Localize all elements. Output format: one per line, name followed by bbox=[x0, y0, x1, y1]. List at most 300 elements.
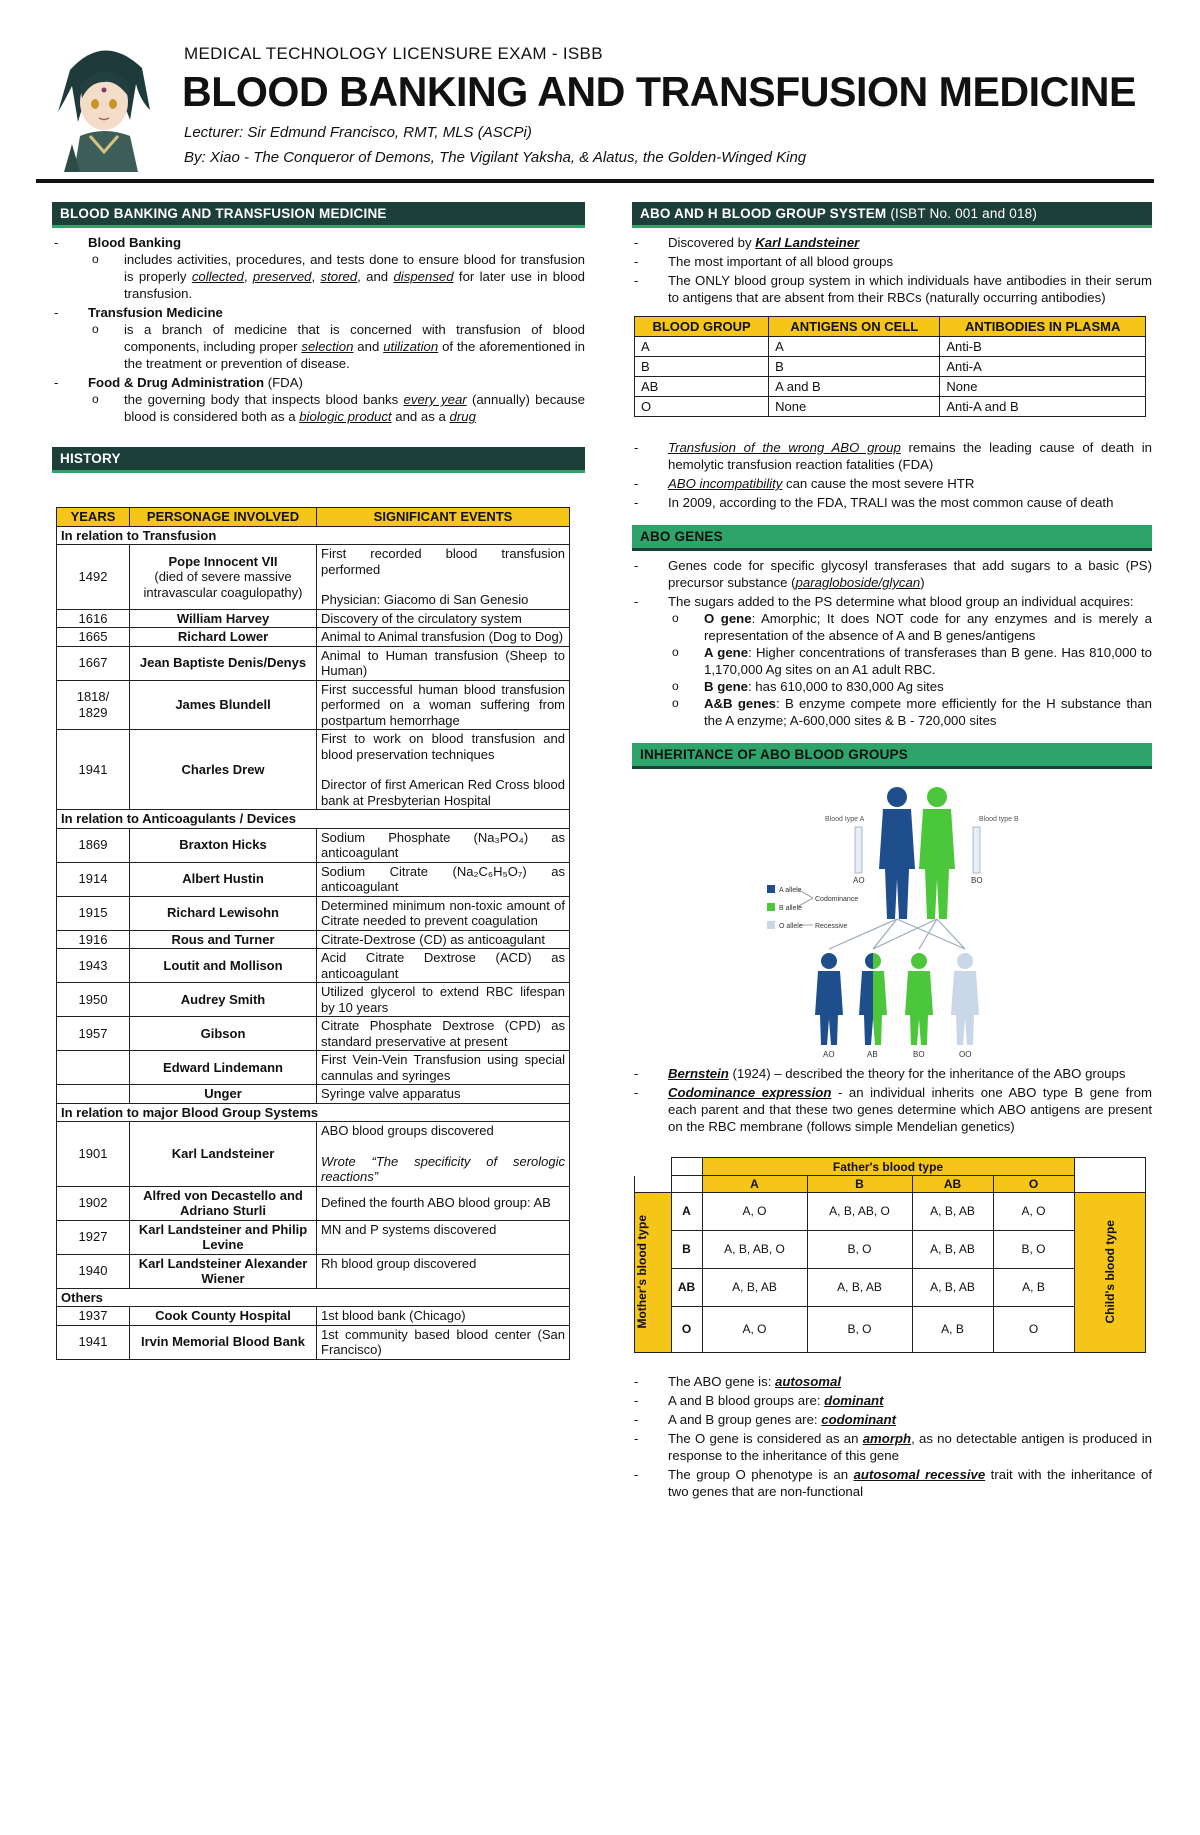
section-header-bbtm: BLOOD BANKING AND TRANSFUSION MEDICINE bbox=[52, 202, 585, 228]
year-cell: 1665 bbox=[57, 628, 130, 647]
year-cell: 1940 bbox=[57, 1254, 130, 1288]
event-text: Physician: Giacomo di San Genesio bbox=[321, 592, 529, 607]
list-item bbox=[52, 374, 585, 425]
term: A gene bbox=[704, 645, 749, 660]
event-cell: Citrate-Dextrose (CD) as anticoagulant bbox=[317, 930, 570, 949]
year-cell: 1869 bbox=[57, 828, 130, 862]
avatar bbox=[50, 40, 158, 172]
text: and bbox=[353, 339, 384, 354]
grid-cell: A, B bbox=[993, 1268, 1074, 1306]
chromosome-ao bbox=[855, 827, 862, 873]
text: and as a bbox=[391, 409, 450, 424]
table-row bbox=[57, 930, 570, 949]
text: : Higher concentrations of transferases than B gene. Has 810,000 to 1,170,000 Ag sites on an A1 adult RBC. bbox=[704, 645, 1152, 677]
list-item bbox=[52, 234, 585, 302]
term: O gene bbox=[704, 611, 752, 626]
col-header: O bbox=[993, 1176, 1074, 1193]
table-header-row bbox=[635, 317, 1146, 337]
row-header: A bbox=[671, 1192, 702, 1230]
legend-o-label: O allele bbox=[779, 923, 803, 930]
table-category-row bbox=[57, 1103, 570, 1122]
event-cell: Animal to Animal transfusion (Dog to Dog) bbox=[317, 628, 570, 647]
event-cell: Sodium Phosphate (Na₃PO₄) as anticoagulant bbox=[317, 828, 570, 862]
parent-figure-b bbox=[919, 787, 955, 919]
cell: A bbox=[635, 337, 769, 357]
parent-figure-a bbox=[879, 787, 915, 919]
cell: B bbox=[635, 357, 769, 377]
author-line: By: Xiao - The Conqueror of Demons, The Vigilant Yaksha, & Alatus, the Golden-Winged King bbox=[184, 149, 807, 166]
column-header: BLOOD GROUP bbox=[635, 317, 769, 337]
col-header: AB bbox=[912, 1176, 993, 1193]
event-cell: Citrate Phosphate Dextrose (CPD) as standard preservative at present bbox=[317, 1017, 570, 1051]
table-row bbox=[635, 1230, 1146, 1268]
year-cell: 1941 bbox=[57, 730, 130, 810]
list-item bbox=[632, 1466, 1152, 1500]
keyword: codominant bbox=[821, 1411, 896, 1427]
body bbox=[879, 809, 915, 919]
child-label-cell bbox=[1074, 1192, 1145, 1352]
text: A and B group genes are: bbox=[668, 1411, 822, 1427]
grid-cell: O bbox=[993, 1306, 1074, 1352]
grid-cell: A, O bbox=[702, 1306, 807, 1352]
grid-corner bbox=[671, 1158, 702, 1176]
child-label: Child's blood type bbox=[1102, 1220, 1117, 1324]
year-cell: 1902 bbox=[57, 1186, 130, 1220]
exam-subtitle: MEDICAL TECHNOLOGY LICENSURE EXAM - ISBB bbox=[184, 44, 603, 63]
page-title: BLOOD BANKING AND TRANSFUSION MEDICINE bbox=[182, 68, 1136, 115]
list-item bbox=[88, 321, 585, 372]
grid-cell: A, O bbox=[702, 1192, 807, 1230]
table-row bbox=[57, 1051, 570, 1085]
grid-cell: B, O bbox=[993, 1230, 1074, 1268]
legend-swatch-o bbox=[767, 921, 775, 929]
list-item bbox=[632, 439, 1152, 473]
table-row bbox=[57, 609, 570, 628]
child-figure-ab bbox=[859, 953, 887, 1059]
event-text: Director of first American Red Cross blood bank at Presbyterian Hospital bbox=[321, 777, 565, 808]
list-item bbox=[632, 1430, 1152, 1464]
event-cell: Sodium Citrate (Na₂C₆H₅O₇) as anticoagulant bbox=[317, 862, 570, 896]
table-row bbox=[57, 1085, 570, 1104]
event-text: First recorded blood transfusion performed bbox=[321, 546, 565, 577]
table-row bbox=[57, 1220, 570, 1254]
person-cell: James Blundell bbox=[130, 680, 317, 730]
term-blood-banking: Blood Banking bbox=[88, 235, 182, 250]
event-cell: Animal to Human transfusion (Sheep to Human) bbox=[317, 646, 570, 680]
keyword: Bernstein bbox=[668, 1066, 729, 1081]
table-row bbox=[57, 730, 570, 810]
year-cell: 1937 bbox=[57, 1307, 130, 1326]
text: includes activities, procedures, and tests done to ensure blood for transfusion is properly bbox=[124, 252, 585, 284]
list-item bbox=[88, 391, 585, 425]
cell: Anti-A bbox=[940, 357, 1146, 377]
section-header-history: HISTORY bbox=[52, 447, 585, 473]
list-item bbox=[632, 557, 1152, 591]
cell: B bbox=[769, 357, 940, 377]
year-cell: 1950 bbox=[57, 983, 130, 1017]
child-figure-b bbox=[905, 953, 933, 1059]
inheritance-list bbox=[632, 1065, 1152, 1135]
table-row bbox=[635, 1192, 1146, 1230]
text: Discovered by bbox=[668, 235, 756, 250]
person-cell: Gibson bbox=[130, 1017, 317, 1051]
list-item bbox=[632, 1411, 1152, 1428]
table-row bbox=[635, 1176, 1146, 1193]
text: for later use in blood transfusion. bbox=[124, 269, 586, 301]
year-cell: 1616 bbox=[57, 609, 130, 628]
person-cell: Richard Lewisohn bbox=[130, 896, 317, 930]
table-row bbox=[57, 1122, 570, 1187]
text: can cause the most severe HTR bbox=[782, 476, 975, 491]
cell: Anti-A and B bbox=[940, 397, 1146, 417]
grid-cell: B, O bbox=[807, 1306, 912, 1352]
grid-cell: A, B, AB bbox=[912, 1268, 993, 1306]
child-head bbox=[957, 953, 973, 969]
table-row bbox=[57, 983, 570, 1017]
abo-table bbox=[634, 316, 1146, 417]
event-cell: Acid Citrate Dextrose (ACD) as anticoagulant bbox=[317, 949, 570, 983]
keyword: preserved bbox=[252, 269, 312, 284]
header-divider bbox=[36, 179, 1154, 183]
list-item bbox=[632, 1392, 1152, 1409]
person-cell: Irvin Memorial Blood Bank bbox=[130, 1325, 317, 1359]
cell: O bbox=[635, 397, 769, 417]
year-cell bbox=[57, 1085, 130, 1104]
text: , and bbox=[357, 269, 394, 284]
row-header: B bbox=[671, 1230, 702, 1268]
inheritance-grid bbox=[634, 1157, 1146, 1353]
head bbox=[887, 787, 907, 807]
table-row bbox=[57, 862, 570, 896]
table-row bbox=[635, 337, 1146, 357]
grid-cell: A, B, AB bbox=[807, 1268, 912, 1306]
keyword: drug bbox=[449, 409, 476, 424]
body bbox=[919, 809, 955, 919]
section-header-abo-h bbox=[632, 202, 1152, 228]
fig-label-type-b: Blood type B bbox=[979, 816, 1019, 823]
table-row bbox=[57, 1254, 570, 1288]
person-cell: Jean Baptiste Denis/Denys bbox=[130, 646, 317, 680]
category-label: In relation to Anticoagulants / Devices bbox=[57, 810, 570, 829]
mother-label-cell bbox=[635, 1192, 672, 1352]
person-cell: Audrey Smith bbox=[130, 983, 317, 1017]
table-row bbox=[57, 628, 570, 647]
person-cell bbox=[130, 545, 317, 610]
list-item bbox=[632, 1084, 1152, 1135]
chromosome-bo bbox=[973, 827, 980, 873]
person-cell: Unger bbox=[130, 1085, 317, 1104]
person-cell: Rous and Turner bbox=[130, 930, 317, 949]
heading-note: (ISBT No. 001 and 018) bbox=[886, 206, 1038, 221]
text: The O gene is considered as an bbox=[668, 1430, 863, 1446]
term-transfusion-medicine: Transfusion Medicine bbox=[88, 305, 223, 320]
cell: None bbox=[769, 397, 940, 417]
text: trait with the inheritance of two genes that are non-functional bbox=[668, 1466, 1152, 1499]
legend-codominance-label: Codominance bbox=[815, 896, 859, 903]
grid-cell: A, B, AB bbox=[702, 1268, 807, 1306]
year-cell: 1667 bbox=[57, 646, 130, 680]
child-head bbox=[865, 953, 881, 969]
text: : has 610,000 to 830,000 Ag sites bbox=[747, 679, 944, 694]
category-label: Others bbox=[57, 1288, 570, 1307]
child-body bbox=[951, 971, 979, 1045]
keyword: autosomal bbox=[775, 1373, 841, 1389]
event-cell bbox=[317, 1122, 570, 1187]
keyword: autosomal recessive bbox=[853, 1466, 986, 1482]
keyword: Karl Landsteiner bbox=[755, 235, 860, 250]
table-row bbox=[635, 377, 1146, 397]
text: : B enzyme compete more efficiently for the H substance than the A enzyme; A-600,000 sites & B - 720,000 sites bbox=[704, 696, 1152, 728]
table-category-row bbox=[57, 526, 570, 545]
year-cell: 1927 bbox=[57, 1220, 130, 1254]
grid-corner bbox=[1074, 1158, 1145, 1193]
event-cell: Determined minimum non-toxic amount of Citrate needed to prevent coagulation bbox=[317, 896, 570, 930]
cell: A bbox=[769, 337, 940, 357]
table-row bbox=[635, 357, 1146, 377]
heading-text: ABO AND H BLOOD GROUP SYSTEM bbox=[640, 206, 887, 221]
year-cell: 1818/ 1829 bbox=[57, 680, 130, 730]
person-cell: Karl Landsteiner and Philip Levine bbox=[130, 1220, 317, 1254]
keyword: utilization bbox=[383, 339, 439, 354]
right-column bbox=[632, 202, 1152, 1502]
abo-list bbox=[632, 234, 1152, 306]
cell: None bbox=[940, 377, 1146, 397]
table-category-row bbox=[57, 810, 570, 829]
child-genotype-label: AO bbox=[823, 1050, 835, 1059]
child-head bbox=[821, 953, 837, 969]
text: ) bbox=[920, 575, 925, 590]
legend-swatch-b bbox=[767, 903, 775, 911]
list-item bbox=[632, 593, 1152, 729]
text: The sugars added to the PS determine what blood group an individual acquires: bbox=[668, 594, 1134, 609]
year-cell: 1941 bbox=[57, 1325, 130, 1359]
list-item: o includes activities, procedures, and tests done to ensure blood for transfusion is properly collected, preserved, stored, and dispensed for later use in blood transfusion. bbox=[88, 251, 585, 302]
keyword: collected bbox=[191, 269, 244, 284]
text: (1924) – described the theory for the inheritance of the ABO groups bbox=[728, 1066, 1126, 1081]
term: B gene bbox=[704, 679, 748, 694]
mother-label: Mother's blood type bbox=[635, 1215, 649, 1329]
person-cell: Loutit and Mollison bbox=[130, 949, 317, 983]
child-body bbox=[859, 971, 887, 1045]
text: The ABO gene is: bbox=[668, 1373, 776, 1389]
grid-cell: B, O bbox=[807, 1230, 912, 1268]
table-row bbox=[57, 949, 570, 983]
cell: AB bbox=[635, 377, 769, 397]
child-figure-o bbox=[951, 953, 979, 1059]
keyword: every year bbox=[403, 392, 467, 407]
child-genotype-label: BO bbox=[913, 1050, 925, 1059]
legend-a-label: A allele bbox=[779, 887, 802, 894]
inheritance-diagram bbox=[747, 779, 1037, 1059]
grid-corner bbox=[635, 1176, 672, 1193]
column-header: YEARS bbox=[57, 508, 130, 527]
event-cell: MN and P systems discovered bbox=[317, 1220, 570, 1254]
text: the governing body that inspects blood banks bbox=[124, 392, 404, 407]
table-row bbox=[57, 828, 570, 862]
list-item bbox=[668, 695, 1152, 729]
head bbox=[927, 787, 947, 807]
person-cell: Karl Landsteiner bbox=[130, 1122, 317, 1187]
child-figure-a bbox=[815, 953, 843, 1059]
grid-cell: A, B bbox=[912, 1306, 993, 1352]
table-row bbox=[57, 1307, 570, 1326]
person-cell: Cook County Hospital bbox=[130, 1307, 317, 1326]
legend-b-label: B allele bbox=[779, 905, 802, 912]
person-cell: Alfred von Decastello and Adriano Sturli bbox=[130, 1186, 317, 1220]
term-fda: Food & Drug Administration bbox=[88, 375, 265, 390]
history-table bbox=[56, 507, 570, 1360]
table-row bbox=[57, 1186, 570, 1220]
term: A&B genes bbox=[704, 696, 776, 711]
fig-label-type-a: Blood type A bbox=[825, 816, 865, 823]
text: - an individual inherits one ABO type B gene from each parent and that these two genes determine which ABO antigens are present on the RBC membrane (follows simple Mendelian genetics) bbox=[668, 1085, 1152, 1134]
keyword: ABO incompatibility bbox=[668, 476, 783, 491]
lecturer-line: Lecturer: Sir Edmund Francisco, RMT, MLS (ASCPi) bbox=[184, 124, 532, 141]
person-cell: Braxton Hicks bbox=[130, 828, 317, 862]
col-header: A bbox=[702, 1176, 807, 1193]
list-item bbox=[632, 234, 1152, 251]
row-header: AB bbox=[671, 1268, 702, 1306]
section-header-inheritance: INHERITANCE OF ABO BLOOD GROUPS bbox=[632, 743, 1152, 769]
row-header: O bbox=[671, 1306, 702, 1352]
event-cell: 1st community based blood center (San Francisco) bbox=[317, 1325, 570, 1359]
legend-swatch-a bbox=[767, 885, 775, 893]
grid-cell: A, B, AB, O bbox=[807, 1192, 912, 1230]
table-row bbox=[57, 1017, 570, 1051]
event-cell bbox=[317, 545, 570, 610]
event-cell: Rh blood group discovered bbox=[317, 1254, 570, 1288]
event-cell: Discovery of the circulatory system bbox=[317, 609, 570, 628]
table-row bbox=[57, 545, 570, 610]
event-cell bbox=[317, 730, 570, 810]
text: The group O phenotype is an bbox=[668, 1466, 854, 1482]
text: remains the leading cause of death in hemolytic transfusion reaction fatalities (FDA) bbox=[668, 440, 1152, 472]
text: is a branch of medicine that is concerned with transfusion of blood components, including proper bbox=[124, 322, 585, 354]
year-cell: 1943 bbox=[57, 949, 130, 983]
table-row bbox=[635, 1268, 1146, 1306]
child-body bbox=[905, 971, 933, 1045]
column-header: SIGNIFICANT EVENTS bbox=[317, 508, 570, 527]
grid-corner bbox=[671, 1176, 702, 1193]
table-row bbox=[57, 896, 570, 930]
event-text: ABO blood groups discovered bbox=[321, 1123, 494, 1138]
text: Genes code for specific glycosyl transferases that add sugars to a basic (PS) precursor substance ( bbox=[668, 558, 1152, 590]
year-cell bbox=[57, 1051, 130, 1085]
legend-recessive-label: Recessive bbox=[815, 923, 848, 930]
intro-list bbox=[52, 234, 585, 425]
list-item: - In 2009, according to the FDA, TRALI was the most common cause of death bbox=[632, 494, 1152, 511]
table-row bbox=[635, 397, 1146, 417]
list-item bbox=[632, 475, 1152, 492]
fig-label-bo: BO bbox=[971, 876, 983, 885]
facts-list bbox=[632, 1373, 1152, 1500]
keyword: Transfusion of the wrong ABO group bbox=[668, 440, 901, 455]
left-column bbox=[52, 202, 585, 1360]
grid-cell: A, B, AB bbox=[912, 1192, 993, 1230]
column-header: PERSONAGE INVOLVED bbox=[130, 508, 317, 527]
event-text: Wrote “The specificity of serologic reactions” bbox=[321, 1153, 565, 1184]
text: : Amorphic; It does NOT code for any enzymes and is merely a representation of the absence of A and B genes/antigens bbox=[704, 611, 1152, 643]
category-label: In relation to Transfusion bbox=[57, 526, 570, 545]
year-cell: 1914 bbox=[57, 862, 130, 896]
grid-cell: A, B, AB bbox=[912, 1230, 993, 1268]
list-item bbox=[632, 1065, 1152, 1082]
list-item bbox=[668, 678, 1152, 695]
cell: A and B bbox=[769, 377, 940, 397]
event-text: First to work on blood transfusion and blood preservation techniques bbox=[321, 731, 565, 762]
grid-cell: A, O bbox=[993, 1192, 1074, 1230]
list-item: - The most important of all blood groups bbox=[632, 253, 1152, 270]
keyword: dispensed bbox=[393, 269, 454, 284]
grid-cell: A, B, AB, O bbox=[702, 1230, 807, 1268]
text: A and B blood groups are: bbox=[668, 1392, 825, 1408]
keyword: paragloboside/glycan bbox=[795, 575, 921, 590]
event-cell: 1st blood bank (Chicago) bbox=[317, 1307, 570, 1326]
text: (annually) because blood is considered both as a bbox=[124, 392, 585, 424]
table-row bbox=[635, 1306, 1146, 1352]
list-item bbox=[632, 1373, 1152, 1390]
column-header: ANTIGENS ON CELL bbox=[769, 317, 940, 337]
event-cell: First successful human blood transfusion performed on a woman suffering from postpartum hemorrhage bbox=[317, 680, 570, 730]
year-cell: 1916 bbox=[57, 930, 130, 949]
person-cell: Albert Hustin bbox=[130, 862, 317, 896]
text: of the aforementioned in the treatment or prevention of disease. bbox=[124, 339, 585, 371]
table-category-row bbox=[57, 1288, 570, 1307]
genes-list bbox=[632, 557, 1152, 729]
keyword: amorph bbox=[862, 1430, 912, 1446]
person-cell: Charles Drew bbox=[130, 730, 317, 810]
list-item: - The ONLY blood group system in which individuals have antibodies in their serum to antigens that are absent from their RBCs (naturally occurring antibodies) bbox=[632, 272, 1152, 306]
person-cell: Richard Lower bbox=[130, 628, 317, 647]
year-cell: 1957 bbox=[57, 1017, 130, 1051]
event-cell: Utilized glycerol to extend RBC lifespan by 10 years bbox=[317, 983, 570, 1017]
year-cell: 1492 bbox=[57, 545, 130, 610]
grid-corner bbox=[635, 1158, 672, 1176]
event-cell: First Vein-Vein Transfusion using special cannulas and syringes bbox=[317, 1051, 570, 1085]
table-row bbox=[57, 646, 570, 680]
keyword: selection bbox=[301, 339, 354, 354]
child-genotype-label: OO bbox=[959, 1050, 972, 1059]
person-cell: Karl Landsteiner Alexander Wiener bbox=[130, 1254, 317, 1288]
keyword: dominant bbox=[824, 1392, 884, 1408]
list-item bbox=[52, 304, 585, 372]
person-cell: William Harvey bbox=[130, 609, 317, 628]
text: (FDA) bbox=[264, 375, 303, 390]
section-header-abo-genes: ABO GENES bbox=[632, 525, 1152, 551]
keyword: stored bbox=[320, 269, 358, 284]
child-genotype-label: AB bbox=[867, 1050, 878, 1059]
event-cell: Defined the fourth ABO blood group: AB bbox=[317, 1186, 570, 1220]
year-cell: 1915 bbox=[57, 896, 130, 930]
list-item bbox=[668, 610, 1152, 644]
text: , as no detectable antigen is produced in response to the inheritance of this gene bbox=[668, 1430, 1152, 1463]
child-body bbox=[815, 971, 843, 1045]
child-head bbox=[911, 953, 927, 969]
category-label: In relation to major Blood Group Systems bbox=[57, 1103, 570, 1122]
person-cell: Edward Lindemann bbox=[130, 1051, 317, 1085]
children-group bbox=[815, 953, 979, 1059]
list-item bbox=[668, 644, 1152, 678]
event-cell: Syringe valve apparatus bbox=[317, 1085, 570, 1104]
table-row bbox=[57, 1325, 570, 1359]
person-name: Pope Innocent VII bbox=[168, 553, 278, 569]
abo-notes-list bbox=[632, 439, 1152, 511]
table-row bbox=[635, 1158, 1146, 1176]
father-label: Father's blood type bbox=[702, 1158, 1074, 1176]
person-note: (died of severe massive intravascular coagulopathy) bbox=[143, 569, 303, 600]
keyword: Codominance expression bbox=[668, 1085, 832, 1100]
column-header: ANTIBODIES IN PLASMA bbox=[940, 317, 1146, 337]
